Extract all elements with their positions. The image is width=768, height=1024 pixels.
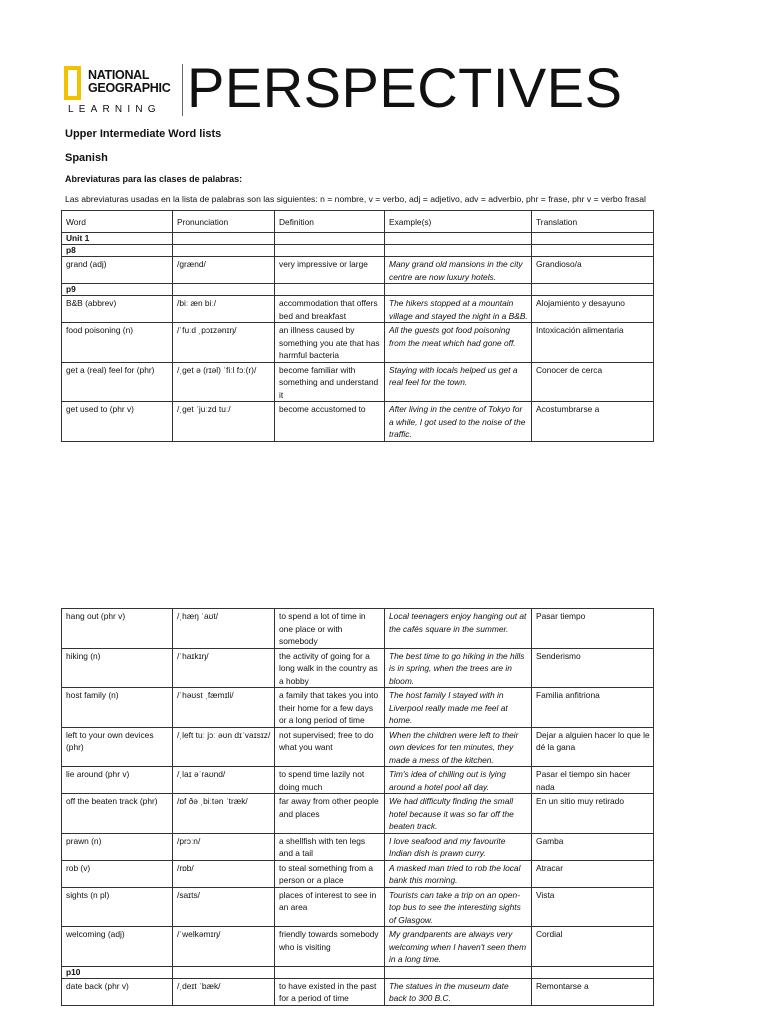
translation-cell: Familia anfitriona [532, 688, 654, 728]
word-cell: sights (n pl) [62, 887, 173, 927]
section-row [62, 233, 654, 245]
table-row [62, 257, 654, 284]
column-header-word: Word [62, 211, 173, 233]
pronunciation-cell: /ˈwelkəmɪŋ/ [173, 927, 275, 967]
table-header-row [62, 211, 654, 233]
empty-cell [385, 233, 532, 245]
definition-cell: a family that takes you into their home for a few days or a long period of time [275, 688, 385, 728]
table-row [62, 833, 654, 860]
section-row [62, 284, 654, 296]
table-body [62, 609, 654, 1006]
table-row [62, 860, 654, 887]
word-cell: get used to (phr v) [62, 402, 173, 442]
example-cell: The statues in the museum date back to 300 B.C. [385, 978, 532, 1005]
word-cell: date back (phr v) [62, 978, 173, 1005]
example-cell: The best time to go hiking in the hills is in spring, when the trees are in bloom. [385, 648, 532, 688]
empty-cell [173, 966, 275, 978]
logo-line-1: NATIONAL [88, 68, 150, 82]
definition-cell: accommodation that offers bed and breakfast [275, 296, 385, 323]
example-cell: We had difficulty finding the small hotel because it was so far off the beaten track. [385, 794, 532, 834]
definition-cell: friendly towards somebody who is visiting [275, 927, 385, 967]
word-cell: welcoming (adj) [62, 927, 173, 967]
empty-cell [275, 245, 385, 257]
definition-cell: to have existed in the past for a period of time [275, 978, 385, 1005]
pronunciation-cell: /rɒb/ [173, 860, 275, 887]
empty-cell [385, 284, 532, 296]
pronunciation-cell: /ˌleft tuː jɔː əʊn dɪˈvaɪsɪz/ [173, 727, 275, 767]
empty-cell [275, 233, 385, 245]
word-cell: food poisoning (n) [62, 323, 173, 363]
translation-cell: Acostumbrarse a [532, 402, 654, 442]
word-cell: get a (real) feel for (phr) [62, 362, 173, 402]
empty-cell [385, 966, 532, 978]
national-geographic-logo [64, 66, 189, 116]
pronunciation-cell: /saɪts/ [173, 887, 275, 927]
example-cell: All the guests got food poisoning from the meat which had gone off. [385, 323, 532, 363]
word-cell: lie around (phr v) [62, 767, 173, 794]
table-row [62, 609, 654, 649]
definition-cell: become accustomed to [275, 402, 385, 442]
section-row [62, 966, 654, 978]
example-cell: When the children were left to their own devices for ten minutes, they made a mess of the kitchen. [385, 727, 532, 767]
word-cell: host family (n) [62, 688, 173, 728]
section-row [62, 245, 654, 257]
table-body [62, 233, 654, 442]
definition-cell: places of interest to see in an area [275, 887, 385, 927]
table-row [62, 323, 654, 363]
pronunciation-cell: /ˈhəʊst ˌfæmɪli/ [173, 688, 275, 728]
definition-cell: not supervised; free to do what you want [275, 727, 385, 767]
table-row [62, 362, 654, 402]
example-cell: Many grand old mansions in the city centre are now luxury hotels. [385, 257, 532, 284]
table-row [62, 648, 654, 688]
translation-cell: Remontarse a [532, 978, 654, 1005]
column-header-translation: Translation [532, 211, 654, 233]
document-subtitle: Upper Intermediate Word lists [65, 128, 222, 140]
translation-cell: Alojamiento y desayuno [532, 296, 654, 323]
table-row [62, 727, 654, 767]
table-row [62, 296, 654, 323]
translation-cell: Pasar el tiempo sin hacer nada [532, 767, 654, 794]
pronunciation-cell: /ˈfuːd ˌpɔɪzənɪŋ/ [173, 323, 275, 363]
empty-cell [532, 233, 654, 245]
table-row [62, 794, 654, 834]
empty-cell [275, 966, 385, 978]
abbreviations-text: Las abreviaturas usadas en la lista de palabras son las siguientes: n = nombre, v = verbo, adj = adjetivo, adv = adverbio, phr = frase, phr v = verbo frasal [65, 194, 646, 204]
word-table-1 [61, 210, 654, 442]
translation-cell: Gamba [532, 833, 654, 860]
pronunciation-cell: /biː æn biː/ [173, 296, 275, 323]
table-row [62, 688, 654, 728]
column-header-examples: Example(s) [385, 211, 532, 233]
page-title: PERSPECTIVES [187, 56, 623, 119]
translation-cell: En un sitio muy retirado [532, 794, 654, 834]
logo-line-2: GEOGRAPHIC [88, 81, 171, 95]
language-label: Spanish [65, 152, 108, 164]
table-row [62, 978, 654, 1005]
word-cell: off the beaten track (phr) [62, 794, 173, 834]
definition-cell: to spend a lot of time in one place or with somebody [275, 609, 385, 649]
section-label: p10 [62, 966, 173, 978]
translation-cell: Vista [532, 887, 654, 927]
section-label: p8 [62, 245, 173, 257]
example-cell: Tourists can take a trip on an open-top bus to see the interesting sights of Glasgow. [385, 887, 532, 927]
word-cell: prawn (n) [62, 833, 173, 860]
translation-cell: Senderismo [532, 648, 654, 688]
word-cell: grand (adj) [62, 257, 173, 284]
abbreviations-heading: Abreviaturas para las clases de palabras: [65, 174, 243, 184]
word-cell: hang out (phr v) [62, 609, 173, 649]
yellow-frame-icon [64, 66, 81, 100]
empty-cell [173, 233, 275, 245]
empty-cell [275, 284, 385, 296]
pronunciation-cell: /ɡrænd/ [173, 257, 275, 284]
definition-cell: far away from other people and places [275, 794, 385, 834]
definition-cell: become familiar with something and understand it [275, 362, 385, 402]
word-table-2 [61, 608, 654, 1006]
example-cell: The hikers stopped at a mountain village and stayed the night in a B&B. [385, 296, 532, 323]
example-cell: Tim's idea of chilling out is lying around a hotel pool all day. [385, 767, 532, 794]
pronunciation-cell: /ɒf ðə ˌbiːtən ˈtræk/ [173, 794, 275, 834]
example-cell: The host family I stayed with in Liverpool really made me feel at home. [385, 688, 532, 728]
word-cell: rob (v) [62, 860, 173, 887]
pronunciation-cell: /ˌɡet ə (rɪəl) ˈfiːl fɔː(r)/ [173, 362, 275, 402]
empty-cell [532, 966, 654, 978]
translation-cell: Atracar [532, 860, 654, 887]
logo-divider [182, 64, 183, 116]
translation-cell: Cordial [532, 927, 654, 967]
empty-cell [532, 245, 654, 257]
column-header-definition: Definition [275, 211, 385, 233]
translation-cell: Intoxicación alimentaria [532, 323, 654, 363]
empty-cell [173, 284, 275, 296]
pronunciation-cell: /ˌɡet ˈjuːzd tuː/ [173, 402, 275, 442]
empty-cell [532, 284, 654, 296]
page-header [64, 56, 623, 119]
definition-cell: to steal something from a person or a place [275, 860, 385, 887]
section-label: p9 [62, 284, 173, 296]
translation-cell: Grandioso/a [532, 257, 654, 284]
example-cell: A masked man tried to rob the local bank this morning. [385, 860, 532, 887]
table-row [62, 402, 654, 442]
translation-cell: Conocer de cerca [532, 362, 654, 402]
word-cell: hiking (n) [62, 648, 173, 688]
example-cell: Local teenagers enjoy hanging out at the cafés square in the summer. [385, 609, 532, 649]
empty-cell [385, 245, 532, 257]
table-row [62, 767, 654, 794]
example-cell: After living in the centre of Tokyo for a while, I got used to the noise of the traffic. [385, 402, 532, 442]
table-row [62, 927, 654, 967]
definition-cell: an illness caused by something you ate that has harmful bacteria [275, 323, 385, 363]
example-cell: Staying with locals helped us get a real feel for the town. [385, 362, 532, 402]
empty-cell [173, 245, 275, 257]
logo-line-3: LEARNING [68, 104, 161, 115]
word-cell: left to your own devices (phr) [62, 727, 173, 767]
translation-cell: Pasar tiempo [532, 609, 654, 649]
pronunciation-cell: /prɔːn/ [173, 833, 275, 860]
example-cell: I love seafood and my favourite Indian dish is prawn curry. [385, 833, 532, 860]
example-cell: My grandparents are always very welcoming when I haven't seen them in a long time. [385, 927, 532, 967]
pronunciation-cell: /ˌdeɪt ˈbæk/ [173, 978, 275, 1005]
translation-cell: Dejar a alguien hacer lo que le dé la gana [532, 727, 654, 767]
definition-cell: a shellfish with ten legs and a tail [275, 833, 385, 860]
definition-cell: to spend time lazily not doing much [275, 767, 385, 794]
definition-cell: the activity of going for a long walk in the country as a hobby [275, 648, 385, 688]
pronunciation-cell: /ˌlaɪ əˈraʊnd/ [173, 767, 275, 794]
column-header-pronunciation: Pronunciation [173, 211, 275, 233]
pronunciation-cell: /ˌhæŋ ˈaʊt/ [173, 609, 275, 649]
section-label: Unit 1 [62, 233, 173, 245]
pronunciation-cell: /ˈhaɪkɪŋ/ [173, 648, 275, 688]
word-cell: B&B (abbrev) [62, 296, 173, 323]
table-row [62, 887, 654, 927]
definition-cell: very impressive or large [275, 257, 385, 284]
